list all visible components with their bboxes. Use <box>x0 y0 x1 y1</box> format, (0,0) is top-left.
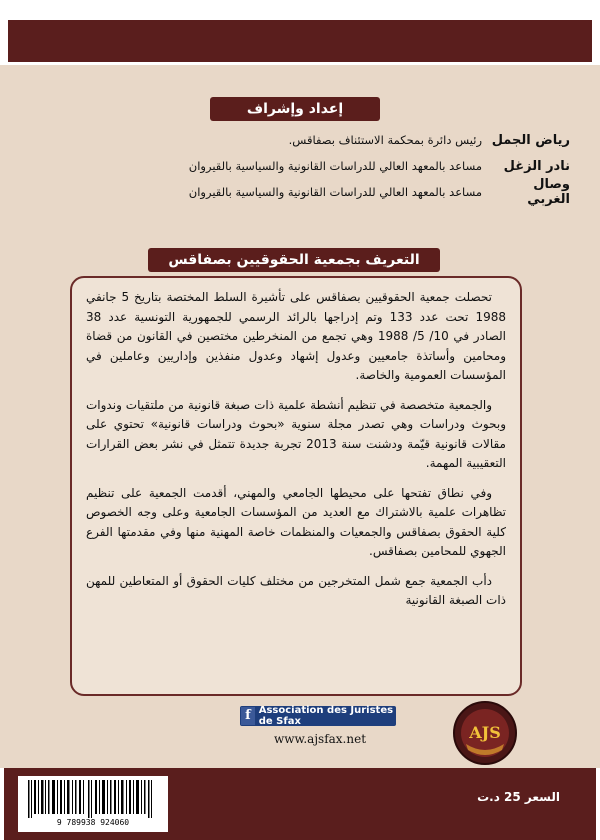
about-paragraph: تحصلت جمعية الحقوقيين بصفاقس على تأشيرة السلط المختصة بتاريخ 5 جانفي 1988 تحت عدد 133 وتم إدراجها بالرائد الرسمي للجمهورية التونسية عدد 38 الصادر في 10/ 5/ 1988 وهي تجمع من المنخرطين مختصين في القانون من قضاة ومحامين وأساتذة جامعيين وعدول إشهاد وعدول منفذين وإداريين وعاملين في المؤسسات العمومية والخاصة. <box>86 290 506 382</box>
facebook-label: Association des Juristes de Sfax <box>258 705 394 727</box>
facebook-badge[interactable] <box>240 706 396 726</box>
credits-list <box>30 128 570 206</box>
credit-row <box>30 177 570 207</box>
credit-name: نادر الزغل <box>503 158 570 174</box>
about-paragraph: دأب الجمعية جمع شمل المتخرجين من مختلف كليات الحقوق أو المتعاطين للمهن ذات الصبغة القانونية <box>86 573 506 607</box>
section-title-about: التعريف بجمعية الحقوقيين بصفاقس <box>148 248 440 272</box>
credit-role: رئيس دائرة بمحكمة الاستئناف بصفاقس. <box>288 133 482 147</box>
top-cover-band <box>8 20 592 62</box>
top-cover-strip <box>0 0 600 65</box>
credit-role: مساعد بالمعهد العالي للدراسات القانونية والسياسية بالقيروان <box>188 159 482 173</box>
website-link[interactable]: www.ajsfax.net <box>273 732 367 746</box>
about-paragraph: وفي نطاق تفتحها على محيطها الجامعي والمهني، أقدمت الجمعية على تنظيم تظاهرات علمية بالاشتراك مع العديد من المؤسسات الجامعية وعلى وجه الخصوص كلية الحقوق بصفاقس والجمعيات والمنظمات خاصة المهنية منها وفي مقدمتها الفرع الجهوي للمحامين بصفاقس. <box>86 485 506 558</box>
association-logo <box>452 700 518 766</box>
facebook-icon: f <box>241 707 255 725</box>
about-paragraph: والجمعية متخصصة في تنظيم أنشطة علمية ذات صبغة قانونية من ملتقيات وندوات وبحوث ودراسات وهي تصدر مجلة سنوية «بحوث ودراسات قانونية» تحتوي على مقالات قانونية قيّمة ودشنت سنة 2013 تجربة جديدة تتمثل في نشر بعض القرارات التعقيبية المهمة. <box>86 397 506 470</box>
price-label: السعر 25 د.ت <box>477 790 560 804</box>
barcode-number: 9 789938 924060 <box>56 818 130 827</box>
credit-role: مساعد بالمعهد العالي للدراسات القانونية والسياسية بالقيروان <box>188 185 482 199</box>
section-title-preparation: إعداد وإشراف <box>210 97 380 121</box>
barcode <box>18 776 168 832</box>
credit-name: رياض الجمل <box>491 132 570 148</box>
barcode-bars <box>26 780 160 818</box>
svg-text:AJS: AJS <box>469 723 501 742</box>
contact-info <box>240 706 400 746</box>
credit-row <box>30 154 570 178</box>
about-text-box <box>70 276 522 696</box>
credit-name: وصال الغربي <box>527 177 570 207</box>
credit-row <box>30 128 570 152</box>
